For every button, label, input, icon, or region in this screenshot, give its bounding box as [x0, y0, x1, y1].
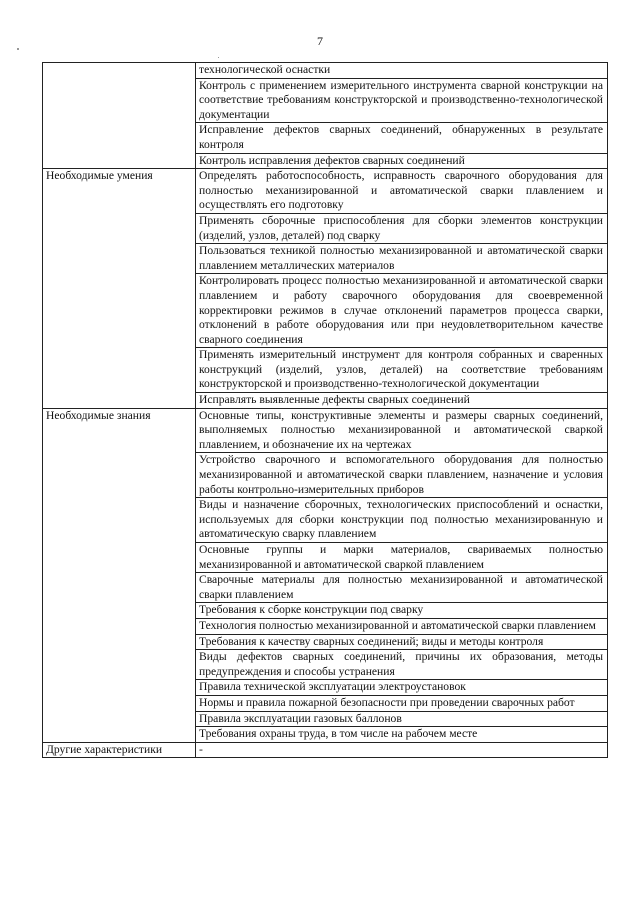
row-label-knowledge: Необходимые знания — [43, 408, 196, 742]
table-row — [43, 742, 608, 758]
row-text: Требования к сборке конструкции под сварку — [196, 603, 608, 619]
row-text: Нормы и правила пожарной безопасности при проведении сварочных работ — [196, 695, 608, 711]
row-text: Виды и назначение сборочных, технологических приспособлений и оснастки, используемых для сборки конструкции под полностью механизированную и автоматическую сварку плавлением — [196, 498, 608, 543]
row-text: технологической оснастки — [196, 63, 608, 79]
row-text: Виды дефектов сварных соединений, причины их образования, методы предупреждения и способы устранения — [196, 650, 608, 680]
row-text: Определять работоспособность, исправность сварочного оборудования для полностью механизированной и автоматической сварки плавлением и осуществлять его подготовку — [196, 169, 608, 214]
row-label — [43, 63, 196, 169]
row-text: Основные типы, конструктивные элементы и размеры сварных соединений, выполняемых полностью механизированной и автоматической сваркой плавлением, и обозначение их на чертежах — [196, 408, 608, 453]
scan-speck — [17, 48, 19, 50]
row-text: Контроль исправления дефектов сварных соединений — [196, 153, 608, 169]
requirements-table — [42, 62, 608, 758]
row-label-skills: Необходимые умения — [43, 169, 196, 409]
row-text: Контроль с применением измерительного инструмента сварной конструкции на соответствие требованиям конструкторской и производственно-технологической документации — [196, 78, 608, 123]
row-text: Требования к качеству сварных соединений; виды и методы контроля — [196, 634, 608, 650]
page-number: 7 — [317, 34, 323, 48]
row-text: Пользоваться техникой полностью механизированной и автоматической сварки плавлением металлических материалов — [196, 244, 608, 274]
row-text: - — [196, 742, 608, 758]
table-row — [43, 408, 608, 453]
table-row — [43, 169, 608, 214]
scan-speck — [218, 57, 219, 58]
row-text: Правила эксплуатации газовых баллонов — [196, 711, 608, 727]
row-text: Контролировать процесс полностью механизированной и автоматической сварки плавлением и работу сварочного оборудования для своевременной корректировки режимов в случае отклонений параметров процесса сварки, отклонений в работе оборудования или при неудовлетворительном качестве сварного соединения — [196, 274, 608, 348]
row-text: Исправление дефектов сварных соединений, обнаруженных в результате контроля — [196, 123, 608, 153]
row-text: Применять сборочные приспособления для сборки элементов конструкции (изделий, узлов, деталей) под сварку — [196, 213, 608, 243]
row-text: Устройство сварочного и вспомогательного оборудования для полностью механизированной и автоматической сварки плавлением, назначение и условия работы контрольно-измерительных приборов — [196, 453, 608, 498]
row-text: Правила технической эксплуатации электроустановок — [196, 680, 608, 696]
row-text: Исправлять выявленные дефекты сварных соединений — [196, 393, 608, 409]
row-label-other: Другие характеристики — [43, 742, 196, 758]
row-text: Применять измерительный инструмент для контроля собранных и сваренных конструкций (изделий, узлов, деталей) на соответствие требованиям конструкторской и производственно-технологической документации — [196, 348, 608, 393]
table-row — [43, 63, 608, 79]
row-text: Технология полностью механизированной и автоматической сварки плавлением — [196, 618, 608, 634]
row-text: Основные группы и марки материалов, свариваемых полностью механизированной и автоматической сваркой плавлением — [196, 543, 608, 573]
row-text: Требования охраны труда, в том числе на рабочем месте — [196, 727, 608, 743]
row-text: Сварочные материалы для полностью механизированной и автоматической сварки плавлением — [196, 573, 608, 603]
